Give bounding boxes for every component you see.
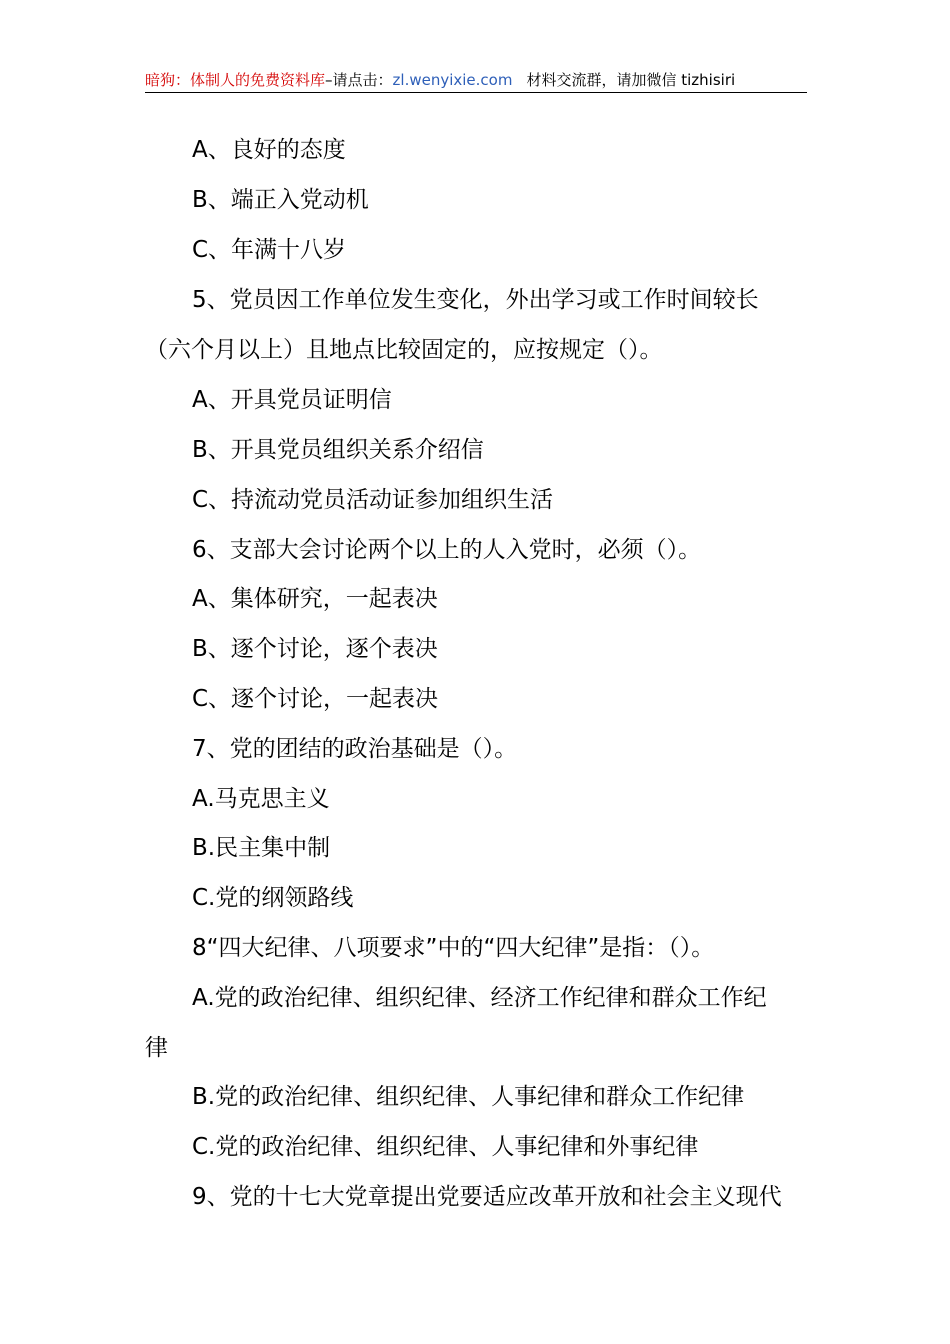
question-6-option-a: A、集体研究，一起表决 xyxy=(192,586,438,612)
question-8-option-a: A.党的政治纪律、组织纪律、经济工作纪律和群众工作纪 xyxy=(192,985,767,1011)
question-7: 7、党的团结的政治基础是（）。 xyxy=(192,736,518,762)
option-a-good-attitude: A、良好的态度 xyxy=(192,137,346,163)
page-header xyxy=(145,68,807,93)
header-brand: 暗狗：体制人的免费资料库 xyxy=(145,71,326,89)
question-8-option-a-continued: 律 xyxy=(145,1035,168,1061)
option-c-age: C、年满十八岁 xyxy=(192,237,347,263)
question-5-option-b: B、开具党员组织关系介绍信 xyxy=(192,437,484,463)
question-8-option-c: C.党的政治纪律、组织纪律、人事纪律和外事纪律 xyxy=(192,1134,699,1160)
question-6-option-c: C、逐个讨论，一起表决 xyxy=(192,686,439,712)
question-7-option-a: A.马克思主义 xyxy=(192,786,330,812)
question-7-option-c: C.党的纲领路线 xyxy=(192,885,354,911)
option-b-motive: B、端正入党动机 xyxy=(192,187,369,213)
header-group-info: 材料交流群，请加微信 tizhisiri xyxy=(526,71,736,89)
question-5-option-a: A、开具党员证明信 xyxy=(192,387,392,413)
question-8: 8“四大纪律、八项要求”中的“四大纪律”是指：（）。 xyxy=(192,935,715,961)
question-8-option-b: B.党的政治纪律、组织纪律、人事纪律和群众工作纪律 xyxy=(192,1084,745,1110)
question-6: 6、支部大会讨论两个以上的人入党时，必须（）。 xyxy=(192,537,702,563)
question-6-option-b: B、逐个讨论，逐个表决 xyxy=(192,636,438,662)
question-5-option-c: C、持流动党员活动证参加组织生活 xyxy=(192,487,554,513)
question-9: 9、党的十七大党章提出党要适应改革开放和社会主义现代 xyxy=(192,1184,782,1210)
question-7-option-b: B.民主集中制 xyxy=(192,835,331,861)
header-link[interactable]: zl.wenyixie.com xyxy=(392,71,513,89)
header-click-label: –请点击： xyxy=(325,71,393,89)
question-5-continued: （六个月以上）且地点比较固定的，应按规定（）。 xyxy=(145,337,663,363)
question-5: 5、党员因工作单位发生变化，外出学习或工作时间较长 xyxy=(192,287,759,313)
